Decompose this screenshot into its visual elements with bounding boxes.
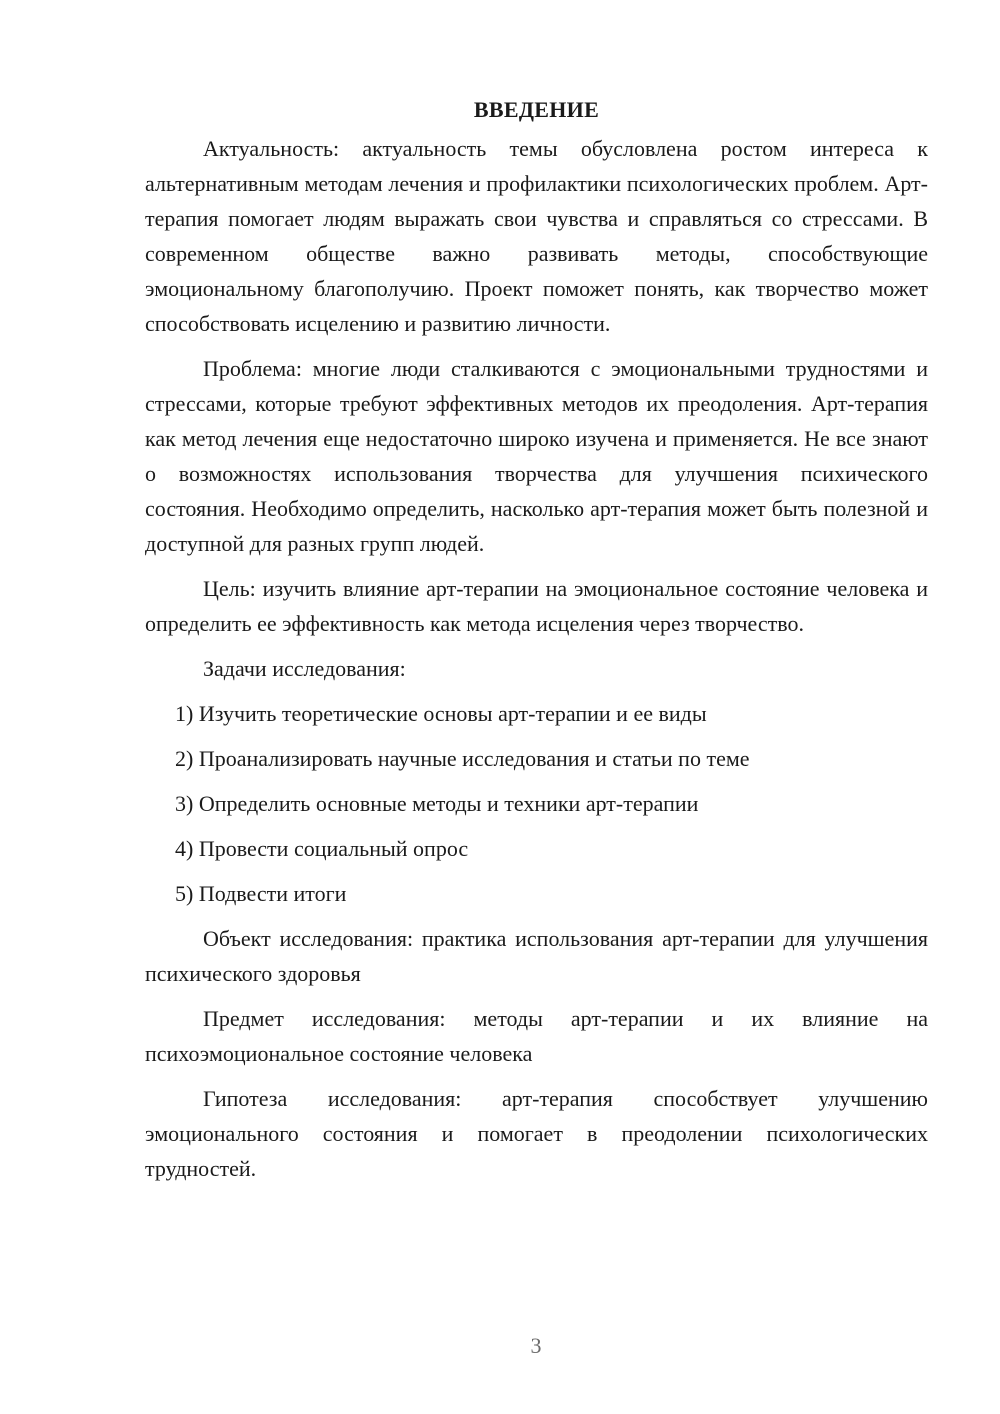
task-item-5: 5) Подвести итоги [175, 881, 347, 906]
object-paragraph: Объект исследования: практика использования арт-терапии для улучшения психического здоровья [145, 926, 928, 986]
tasks-list [145, 696, 928, 911]
relevance-paragraph: Актуальность: актуальность темы обусловлена ростом интереса к альтернативным методам лечения и профилактики психологических проблем. Арт-терапия помогает людям выражать свои чувства и справляться со стрессами. В современном обществе важно развивать методы, способствующие эмоциональному благополучию. Проект поможет понять, как творчество может способствовать исцелению и развитию личности. [145, 136, 928, 336]
problem-paragraph: Проблема: многие люди сталкиваются с эмоциональными трудностями и стрессами, которые требуют эффективных методов их преодоления. Арт-терапия как метод лечения еще недостаточно широко изучена и применяется. Не все знают о возможностях использования творчества для улучшения психического состояния. Необходимо определить, насколько арт-терапия может быть полезной и доступной для разных групп людей. [145, 356, 928, 556]
task-item-1: 1) Изучить теоретические основы арт-терапии и ее виды [175, 701, 707, 726]
page-number: 3 [530, 1333, 542, 1358]
section-title: ВВЕДЕНИЕ [473, 97, 600, 122]
subject-paragraph: Предмет исследования: методы арт-терапии и их влияние на психоэмоциональное состояние человека [145, 1006, 928, 1066]
tasks-heading: Задачи исследования: [203, 656, 406, 681]
task-item-3: 3) Определить основные методы и техники арт-терапии [175, 791, 699, 816]
goal-paragraph: Цель: изучить влияние арт-терапии на эмоциональное состояние человека и определить ее эффективность как метода исцеления через творчество. [145, 576, 928, 636]
hypothesis-paragraph: Гипотеза исследования: арт-терапия способствует улучшению эмоционального состояния и помогает в преодолении психологических трудностей. [145, 1086, 928, 1181]
task-item-2: 2) Проанализировать научные исследования и статьи по теме [175, 746, 750, 771]
task-item-4: 4) Провести социальный опрос [175, 836, 469, 861]
page-content [145, 92, 928, 1196]
